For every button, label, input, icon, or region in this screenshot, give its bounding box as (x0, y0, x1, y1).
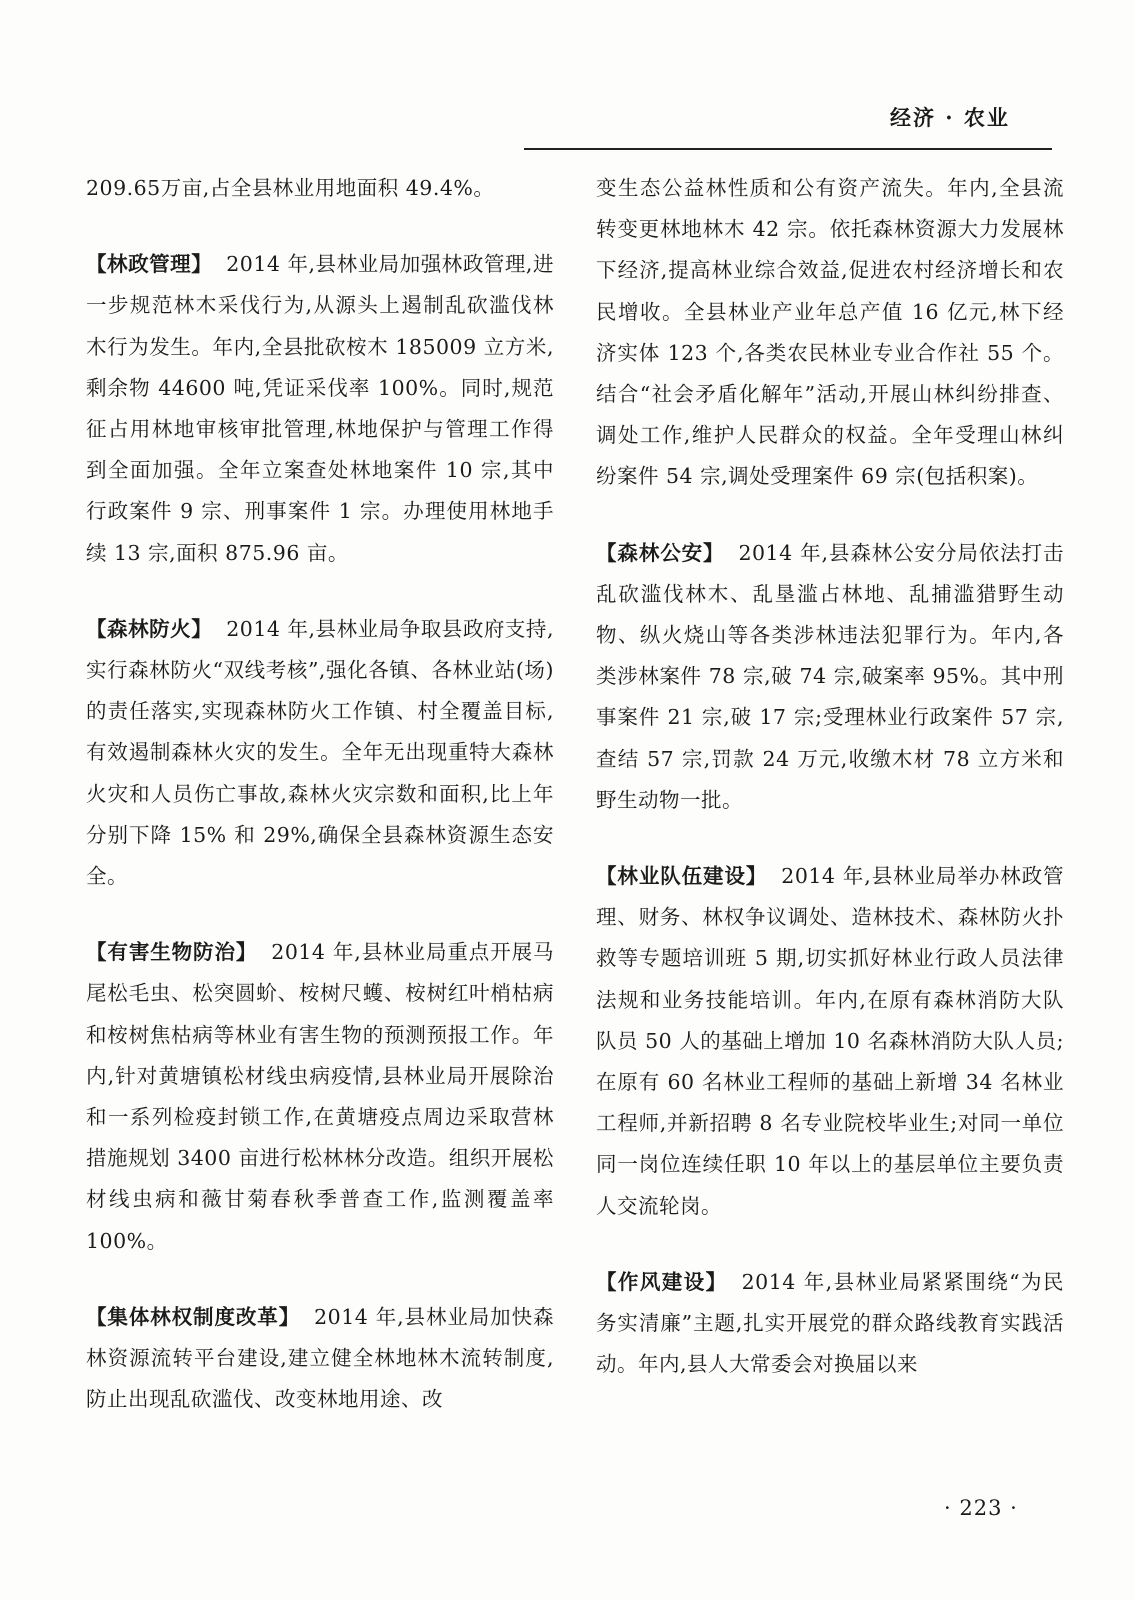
section-heading: 【森林防火】 (86, 616, 213, 641)
section-heading: 【林业队伍建设】 (596, 864, 768, 889)
continued-paragraph: 变生态公益林性质和公有资产流失。年内,全县流转变更林地林木 42 宗。依托森林资源大力发展林下经济,提高林业综合效益,促进农村经济增长和农民增收。全县林业产业年总产值 16 亿元,林下经济实体 123 个,各类农民林业专业合作社 55 个。结合“社会矛盾化解年”活动,开展山林纠纷排查、调处工作,维护人民群众的权益。全年受理山林纠纷案件 54 宗,调处受理案件 69 宗(包括积案)。 (596, 176, 1064, 489)
section-heading: 【集体林权制度改革】 (86, 1304, 301, 1329)
section-body: 2014 年,县林业局加快森林资源流转平台建设,建立健全林地林木流转制度,防止出现乱砍滥伐、改变林地用途、改 (86, 1304, 555, 1412)
section-body: 2014 年,县林业局紧紧围绕“为民务实清廉”主题,扎实开展党的群众路线教育实践活动。年内,县人大常委会对换届以来 (596, 1269, 1064, 1377)
section-forest-administration (86, 244, 554, 574)
section-body: 2014 年,县林业局举办林政管理、财务、林权争议调处、造林技术、森林防火扑救等专题培训班 5 期,切实抓好林业行政人员法律法规和业务技能培训。年内,在原有森林消防大队队员 50 人的基础上增加 10 名森林消防大队人员;在原有 60 名林业工程师的基础上新增 34 名林业工程师,并新招聘 8 名专业院校毕业生;对同一单位同一岗位连续任职 10 年以上的基层单位主要负责人交流轮岗。 (596, 864, 1065, 1218)
section-heading: 【有害生物防治】 (86, 940, 258, 965)
section-forestry-team-building (596, 856, 1064, 1227)
section-work-style-building (596, 1262, 1064, 1386)
running-header: 经济 · 农业 (890, 105, 1010, 130)
right-column (596, 168, 1064, 1385)
section-forest-police (596, 533, 1064, 821)
section-forest-tenure-reform (86, 1297, 554, 1421)
section-body: 2014 年,县林业局加强林政管理,进一步规范林木采伐行为,从源头上遏制乱砍滥伐林木行为发生。年内,全县批砍桉木 185009 立方米,剩余物 44600 吨,凭证采伐率 100%。同时,规范征占用林地审核审批管理,林地保护与管理工作得到全面加强。全年立案查处林地案件 10 宗,其中行政案件 9 宗、刑事案件 1 宗。办理使用林地手续 13 宗,面积 875.96 亩。 (86, 252, 554, 565)
section-heading: 【作风建设】 (596, 1269, 728, 1294)
section-heading: 【森林公安】 (596, 540, 725, 565)
continued-paragraph: 209.65万亩,占全县林业用地面积 49.4%。 (86, 176, 495, 200)
section-body: 2014 年,县森林公安分局依法打击乱砍滥伐林木、乱垦滥占林地、乱捕滥猎野生动物、纵火烧山等各类涉林违法犯罪行为。年内,各类涉林案件 78 宗,破 74 宗,破案率 95%。其中刑事案件 21 宗,破 17 宗;受理林业行政案件 57 宗,查结 57 宗,罚款 24 万元,收缴木材 78 立方米和野生动物一批。 (596, 540, 1065, 812)
section-pest-control (86, 932, 554, 1262)
header-rule (524, 148, 1052, 150)
page-number: · 223 · (944, 1496, 1018, 1520)
section-body: 2014 年,县林业局重点开展马尾松毛虫、松突圆蚧、桉树尺蠖、桉树红叶梢枯病和桉树焦枯病等林业有害生物的预测预报工作。年内,针对黄塘镇松材线虫病疫情,县林业局开展除治和一系列检疫封锁工作,在黄塘疫点周边采取营林措施规划 3400 亩进行松林林分改造。组织开展松材线虫病和薇甘菊春秋季普查工作,监测覆盖率 100%。 (86, 940, 555, 1253)
section-body: 2014 年,县林业局争取县政府支持,实行森林防火“双线考核”,强化各镇、各林业站(场)的责任落实,实现森林防火工作镇、村全覆盖目标,有效遏制森林火灾的发生。全年无出现重特大森林火灾和人员伤亡事故,森林火灾宗数和面积,比上年分别下降 15% 和 29%,确保全县森林资源生态安全。 (86, 616, 554, 889)
section-forest-fire-prevention (86, 609, 554, 897)
left-column (86, 168, 554, 1420)
section-heading: 【林政管理】 (86, 252, 213, 277)
